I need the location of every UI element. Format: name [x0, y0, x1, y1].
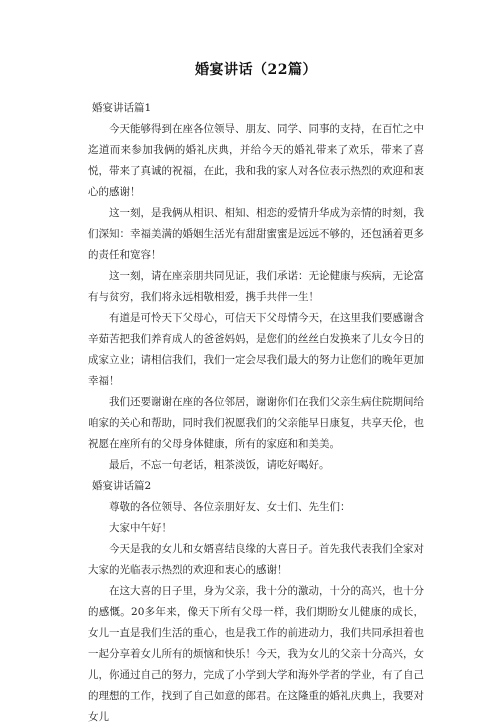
paragraph: 我们还要谢谢在座的各位邻居，谢谢你们在我们父亲生病住院期间给咱家的关心和帮助，同时我们祝愿我们的父亲能早日康复，共享天伦，也祝愿在座所有的父母身体健康，所有的家庭和和美美。 — [88, 396, 424, 450]
paragraph: 今天是我的女儿和女婿喜结良缘的大喜日子。首先我代表我们全家对大家的光临表示热烈的欢迎和衷心的感谢！ — [88, 543, 424, 576]
paragraph: 大家中午好！ — [109, 522, 172, 534]
paragraph: 有道是可怜天下父母心，可信天下父母情今天，在这里我们要感谢含辛茹苦把我们养育成人的爸爸妈妈，是您们的丝丝白发换来了儿女今日的成家立业；请相信我们，我们一定会尽我们最大的努力让您们的晚年更加幸福！ — [88, 312, 424, 387]
paragraph: 在这大喜的日子里，身为父亲，我十分的激动，十分的高兴，也十分的感慨。20多年来，像天下所有父母一样，我们期盼女儿健康的成长，女儿一直是我们生活的重心，也是我工作的前进动力，我们共同承担着也一起分享着女儿所有的烦恼和快乐！今天，我为女儿的父亲十分高兴，女儿，你通过自己的努力，完成了小学到大学和海外学者的学业，有了自己的理想的工作，找到了自己如意的郎君。在这隆重的婚礼庆典上，我要对女儿 — [88, 585, 424, 723]
section-heading-1: 婚宴讲话篇1 — [92, 102, 152, 114]
paragraph: 这一刻，是我俩从相识、相知、相恋的爱情升华成为亲情的时刻，我们深知：幸福美满的婚姻生活光有甜甜蜜蜜是远远不够的，还包涵着更多的责任和宽容！ — [88, 207, 424, 261]
document-title: 婚宴讲话（22篇） — [195, 62, 317, 78]
paragraph: 尊敬的各位领导、各位亲朋好友、女士们、先生们： — [109, 501, 351, 513]
paragraph: 这一刻，请在座亲朋共同见证，我们承诺：无论健康与疾病，无论富有与贫穷，我们将永远相敬相爱，携手共伴一生！ — [88, 270, 424, 303]
paragraph: 今天能够得到在座各位领导、朋友、同学、同事的支持，在百忙之中迄道而来参加我俩的婚礼庆典，并给今天的婚礼带来了欢乐，带来了喜悦，带来了真诚的祝福，在此，我和我的家人对各位表示热烈的欢迎和衷心的感谢！ — [88, 123, 424, 198]
paragraph: 最后，不忘一句老话，粗茶淡饭，请吃好喝好。 — [109, 459, 330, 471]
section-heading-2: 婚宴讲话篇2 — [92, 480, 152, 492]
document-body — [88, 98, 424, 728]
